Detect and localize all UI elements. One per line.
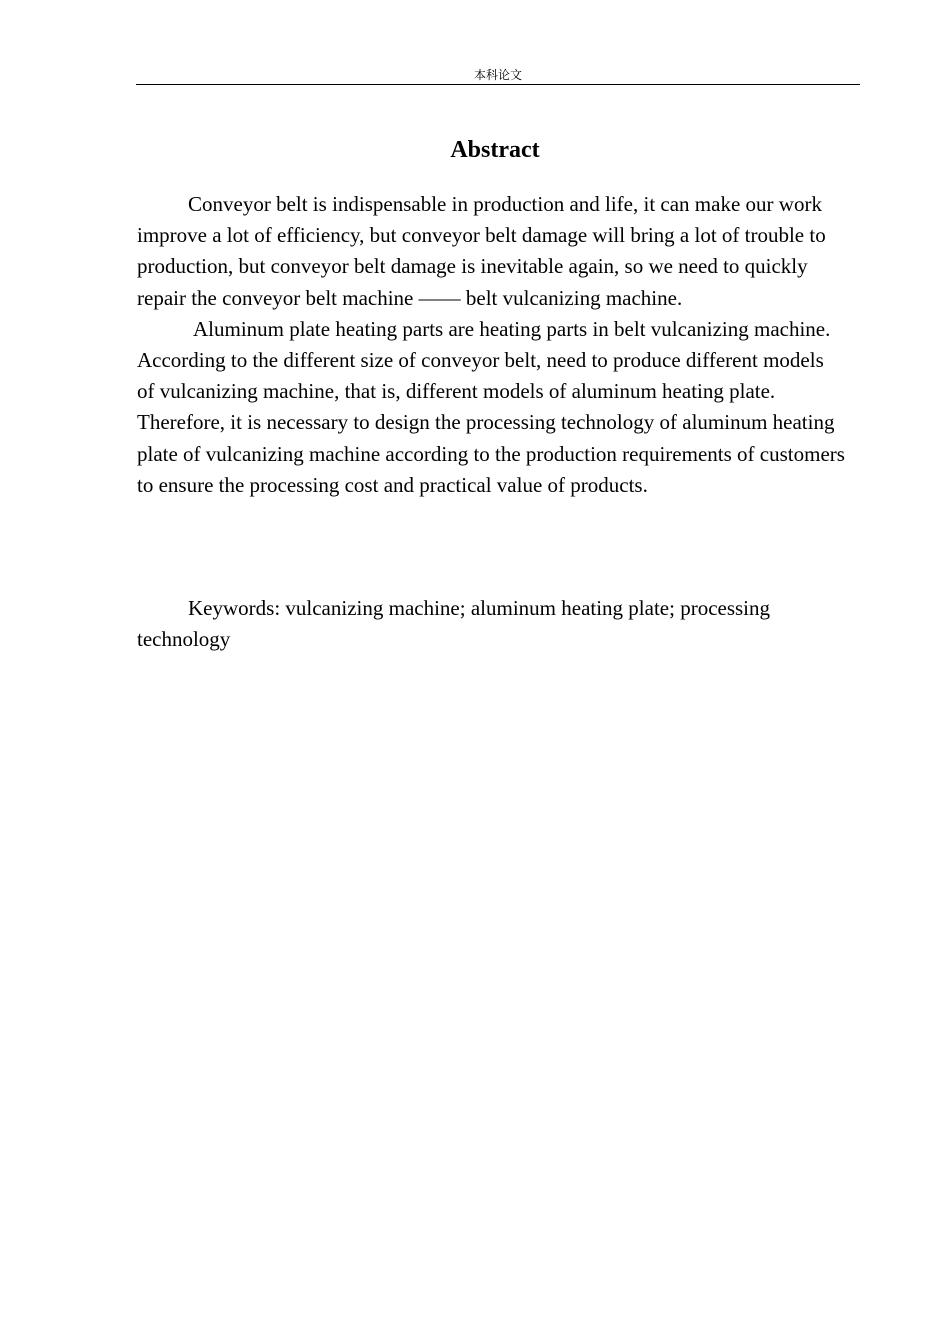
abstract-title: Abstract: [450, 137, 540, 163]
keywords-line: Keywords: vulcanizing machine; aluminum heating plate; processing technology: [137, 596, 771, 652]
abstract-paragraph-1: Conveyor belt is indispensable in production and life, it can make our work improve a lot of efficiency, but conveyor belt damage will bring a lot of trouble to production, but conveyor belt damage is inevitable again, so we need to quickly repair the conveyor belt machine —— belt vulcanizing machine.: [137, 192, 826, 310]
abstract-body: [137, 189, 853, 501]
abstract-paragraph-2: Aluminum plate heating parts are heating parts in belt vulcanizing machine. According to the different size of conveyor belt, need to produce different models of vulcanizing machine, that is, different models of aluminum heating plate. Therefore, it is necessary to design the processing technology of aluminum heating plate of vulcanizing machine according to the production requirements of customers to ensure the processing cost and practical value of products.: [137, 316, 845, 497]
page-header: [136, 66, 860, 85]
running-title: 本科论文: [473, 68, 522, 82]
